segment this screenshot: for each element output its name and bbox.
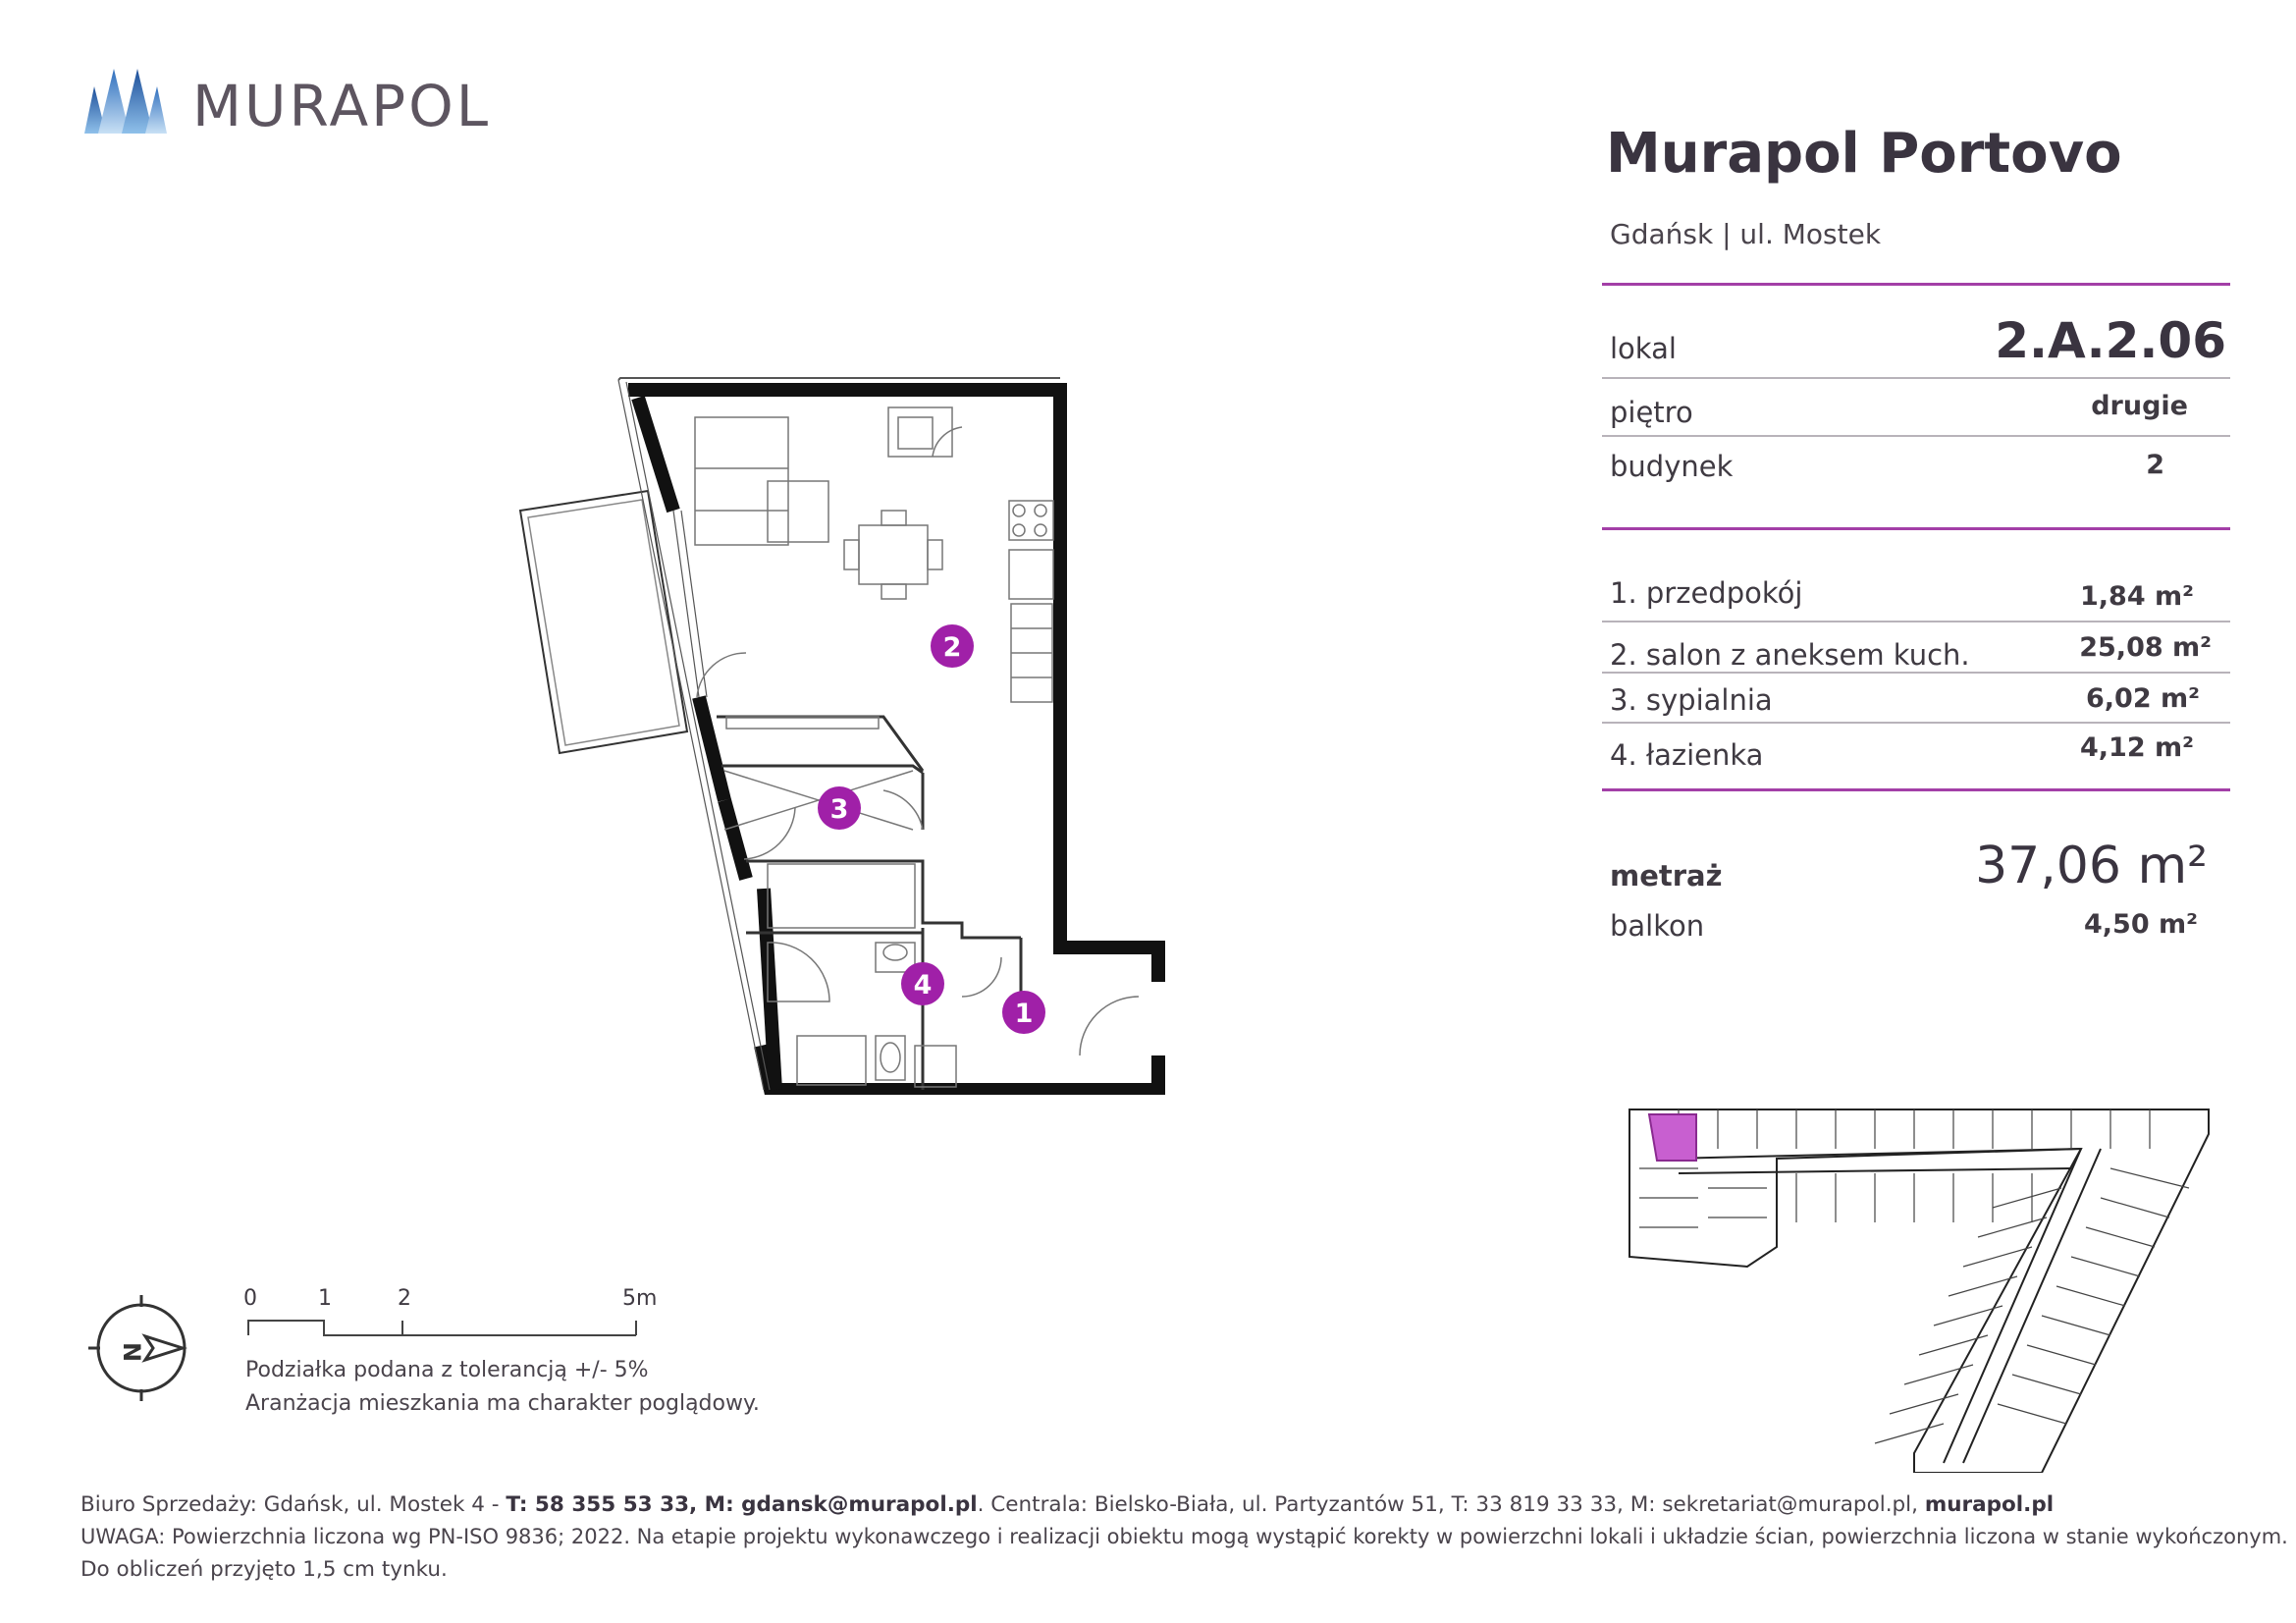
- room-label: 4. łazienka: [1610, 738, 1764, 772]
- compass-north-icon: [84, 1291, 198, 1405]
- arrangement-note: Aranżacja mieszkania ma charakter poglądowy.: [245, 1391, 760, 1416]
- unit-highlight: [1649, 1114, 1696, 1161]
- scale-tick-label: 2: [398, 1286, 411, 1311]
- scale-tick-label: 1: [318, 1286, 332, 1311]
- divider: [1602, 377, 2230, 379]
- scale-tick-label: 5m: [622, 1286, 658, 1311]
- footer-contact: [80, 1492, 2054, 1517]
- floor-plan: [510, 368, 1178, 1095]
- murapol-logo: [84, 69, 492, 139]
- lokal-value: 2.A.2.06: [1995, 312, 2226, 369]
- room-marker: [1002, 991, 1045, 1034]
- project-title: Murapol Portovo: [1606, 122, 2122, 186]
- balkon-label: balkon: [1610, 909, 1705, 943]
- room-label: 2. salon z aneksem kuch.: [1610, 638, 1970, 672]
- divider: [1602, 527, 2230, 530]
- building-site-plan: [1620, 1090, 2218, 1473]
- room-marker: [931, 624, 974, 668]
- room-label: 3. sypialnia: [1610, 683, 1773, 717]
- pietro-label: piętro: [1610, 396, 1693, 429]
- divider: [1602, 788, 2230, 791]
- divider: [1602, 283, 2230, 286]
- scale-tolerance-note: Podziałka podana z tolerancją +/- 5%: [245, 1358, 649, 1382]
- balkon-value: 4,50 m²: [2084, 909, 2198, 940]
- room-label: 1. przedpokój: [1610, 576, 1803, 610]
- footer-headquarters: . Centrala: Bielsko-Biała, ul. Partyzantów 51, T: 33 819 33 33, M: sekretariat@murapol.pl,: [977, 1492, 1925, 1517]
- murapol-logo-icon: [84, 69, 167, 134]
- budynek-label: budynek: [1610, 450, 1734, 483]
- footer-sales-contact: T: 58 355 53 33, M: gdansk@murapol.pl: [506, 1492, 978, 1517]
- svg-text:N: N: [118, 1342, 145, 1363]
- room-marker: [901, 962, 944, 1005]
- room-area: 6,02 m²: [2086, 683, 2200, 714]
- footer-sales-office: Biuro Sprzedaży: Gdańsk, ul. Mostek 4 -: [80, 1492, 507, 1517]
- room-area: 25,08 m²: [2079, 632, 2212, 663]
- scale-bar: [240, 1281, 663, 1340]
- divider: [1602, 435, 2230, 437]
- svg-text:2: 2: [942, 632, 962, 663]
- room-area: 4,12 m²: [2080, 732, 2194, 763]
- divider: [1602, 672, 2230, 674]
- budynek-value: 2: [2146, 450, 2164, 480]
- footer-disclaimer: UWAGA: Powierzchnia liczona wg PN-ISO 9836; 2022. Na etapie projektu wykonawczego i realizacji obiektu mogą wystąpić korekty w powierzchni lokali i układzie ścian, powierzchnia liczona w stanie wykończonym.: [80, 1525, 2288, 1548]
- project-address: Gdańsk | ul. Mostek: [1610, 218, 1882, 250]
- svg-text:3: 3: [829, 794, 849, 825]
- room-area: 1,84 m²: [2080, 581, 2194, 612]
- metraz-label: metraż: [1610, 859, 1723, 893]
- metraz-value: 37,06 m²: [1975, 837, 2208, 895]
- logo-wordmark: MURAPOL: [192, 73, 492, 139]
- divider: [1602, 621, 2230, 622]
- room-marker: [818, 786, 861, 830]
- footer-plaster-note: Do obliczeń przyjęto 1,5 cm tynku.: [80, 1557, 448, 1582]
- scale-tick-label: 0: [243, 1286, 257, 1311]
- divider: [1602, 722, 2230, 724]
- pietro-value: drugie: [2091, 391, 2188, 421]
- svg-text:4: 4: [913, 970, 933, 1001]
- svg-text:1: 1: [1014, 999, 1034, 1029]
- lokal-label: lokal: [1610, 332, 1677, 365]
- footer-website-link[interactable]: murapol.pl: [1924, 1492, 2055, 1517]
